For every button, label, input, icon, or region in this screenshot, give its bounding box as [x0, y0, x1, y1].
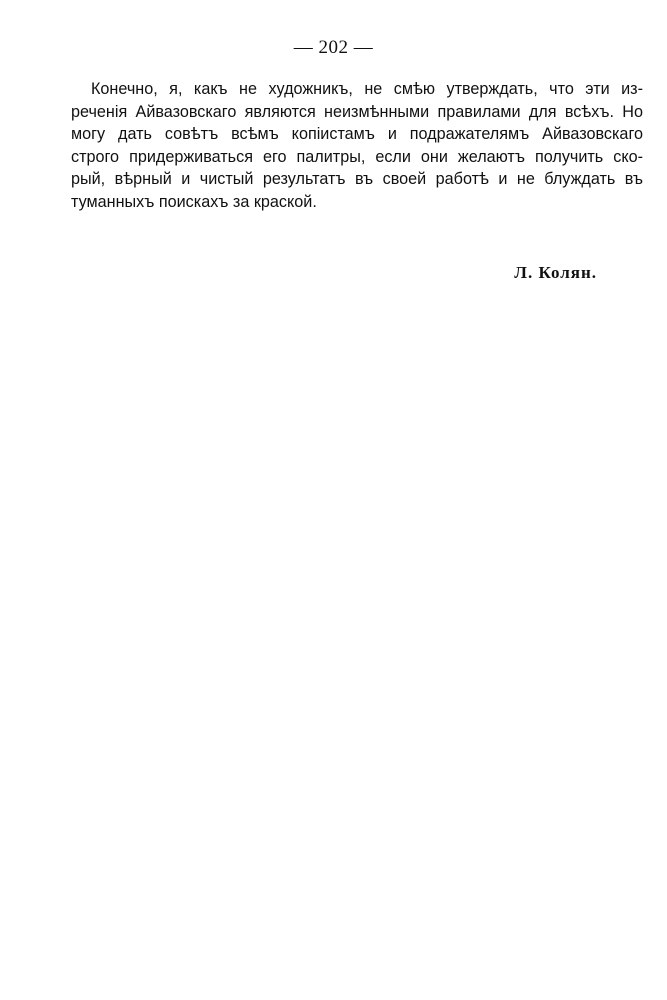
author-signature: Л. Колян. [514, 263, 597, 282]
paragraph-line: туманныхъ поискахъ за краской. [71, 192, 317, 211]
paragraph-line: рый, вѣрный и чистый результатъ въ своей работѣ и не блуждать въ [71, 170, 643, 188]
paragraph-line: реченія Айвазовскаго являются неизмѣнными правилами для всѣхъ. Но [71, 102, 643, 121]
body-paragraph [71, 78, 643, 213]
paragraph-line: строго придерживаться его палитры, если они желаютъ получить ско- [71, 147, 643, 166]
paragraph-line: могу дать совѣтъ всѣмъ копіистамъ и подражателямъ Айвазовскаго [71, 125, 643, 143]
page-number: — 202 — [293, 37, 374, 58]
paragraph-line: Конечно, я, какъ не художникъ, не смѣю утверждать, что эти из- [91, 80, 643, 98]
